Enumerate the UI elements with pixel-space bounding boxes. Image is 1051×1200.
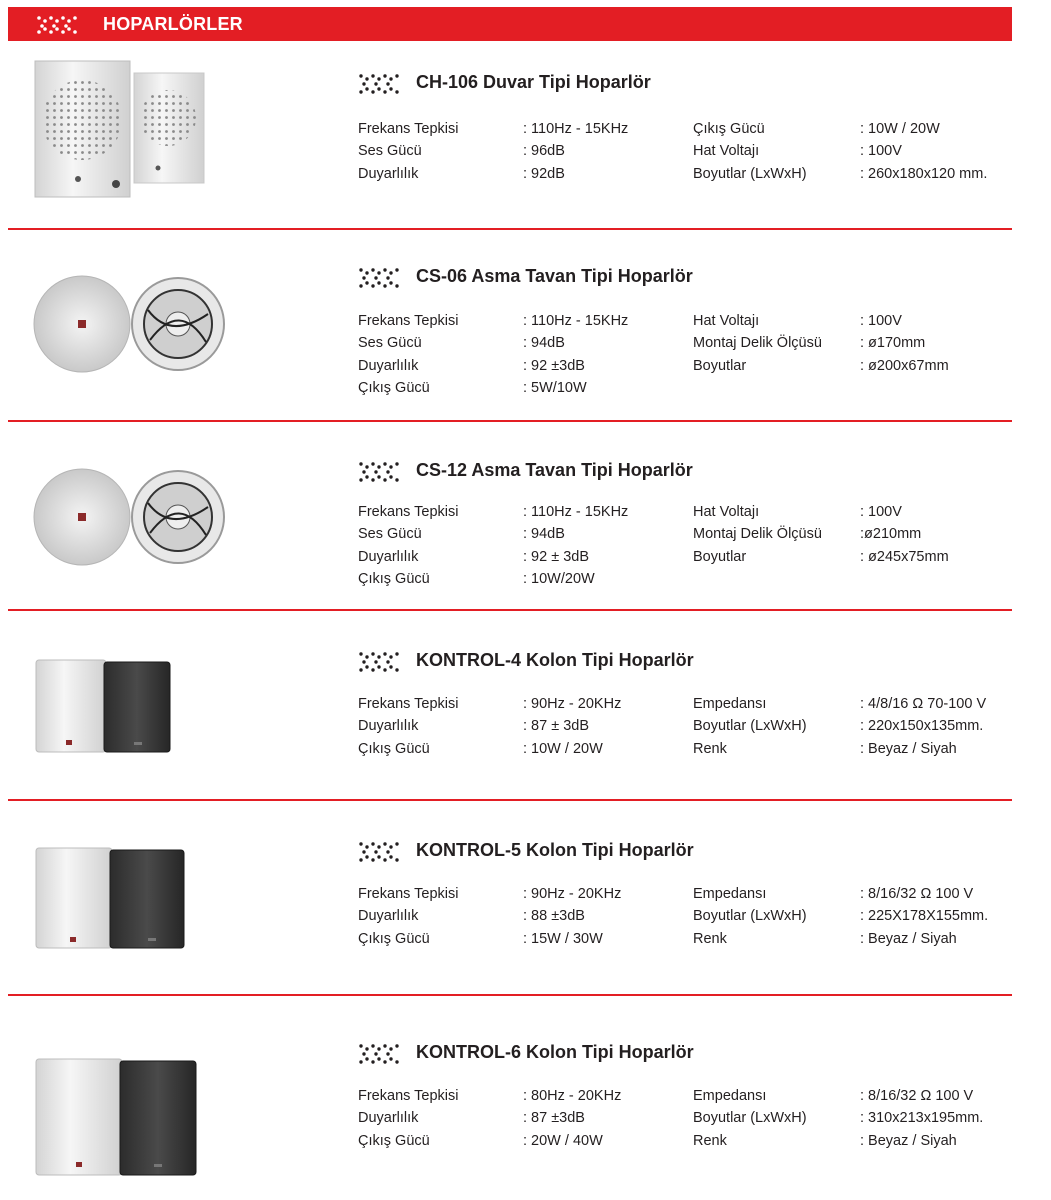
kontrol5-speaker-image [34,845,189,953]
dots-pattern-icon [358,1043,402,1065]
dots-pattern-icon [36,15,80,35]
dots-pattern-icon [358,841,402,863]
dots-pattern-icon [358,651,402,673]
kontrol6-speaker-image [34,1056,199,1180]
section-divider [8,609,1012,611]
dots-pattern-icon [358,461,402,483]
header-title: HOPARLÖRLER [103,14,243,34]
kontrol4-speaker-image [34,656,174,756]
section-header [8,7,1012,41]
dots-pattern-icon [358,267,402,289]
section-divider [8,420,1012,422]
section-divider [8,994,1012,996]
cs06-speaker-image [30,270,230,380]
ch106-speaker-image [30,58,210,203]
section-divider [8,228,1012,230]
cs12-speaker-image [30,462,230,574]
section-divider [8,799,1012,801]
dots-pattern-icon [358,73,402,95]
